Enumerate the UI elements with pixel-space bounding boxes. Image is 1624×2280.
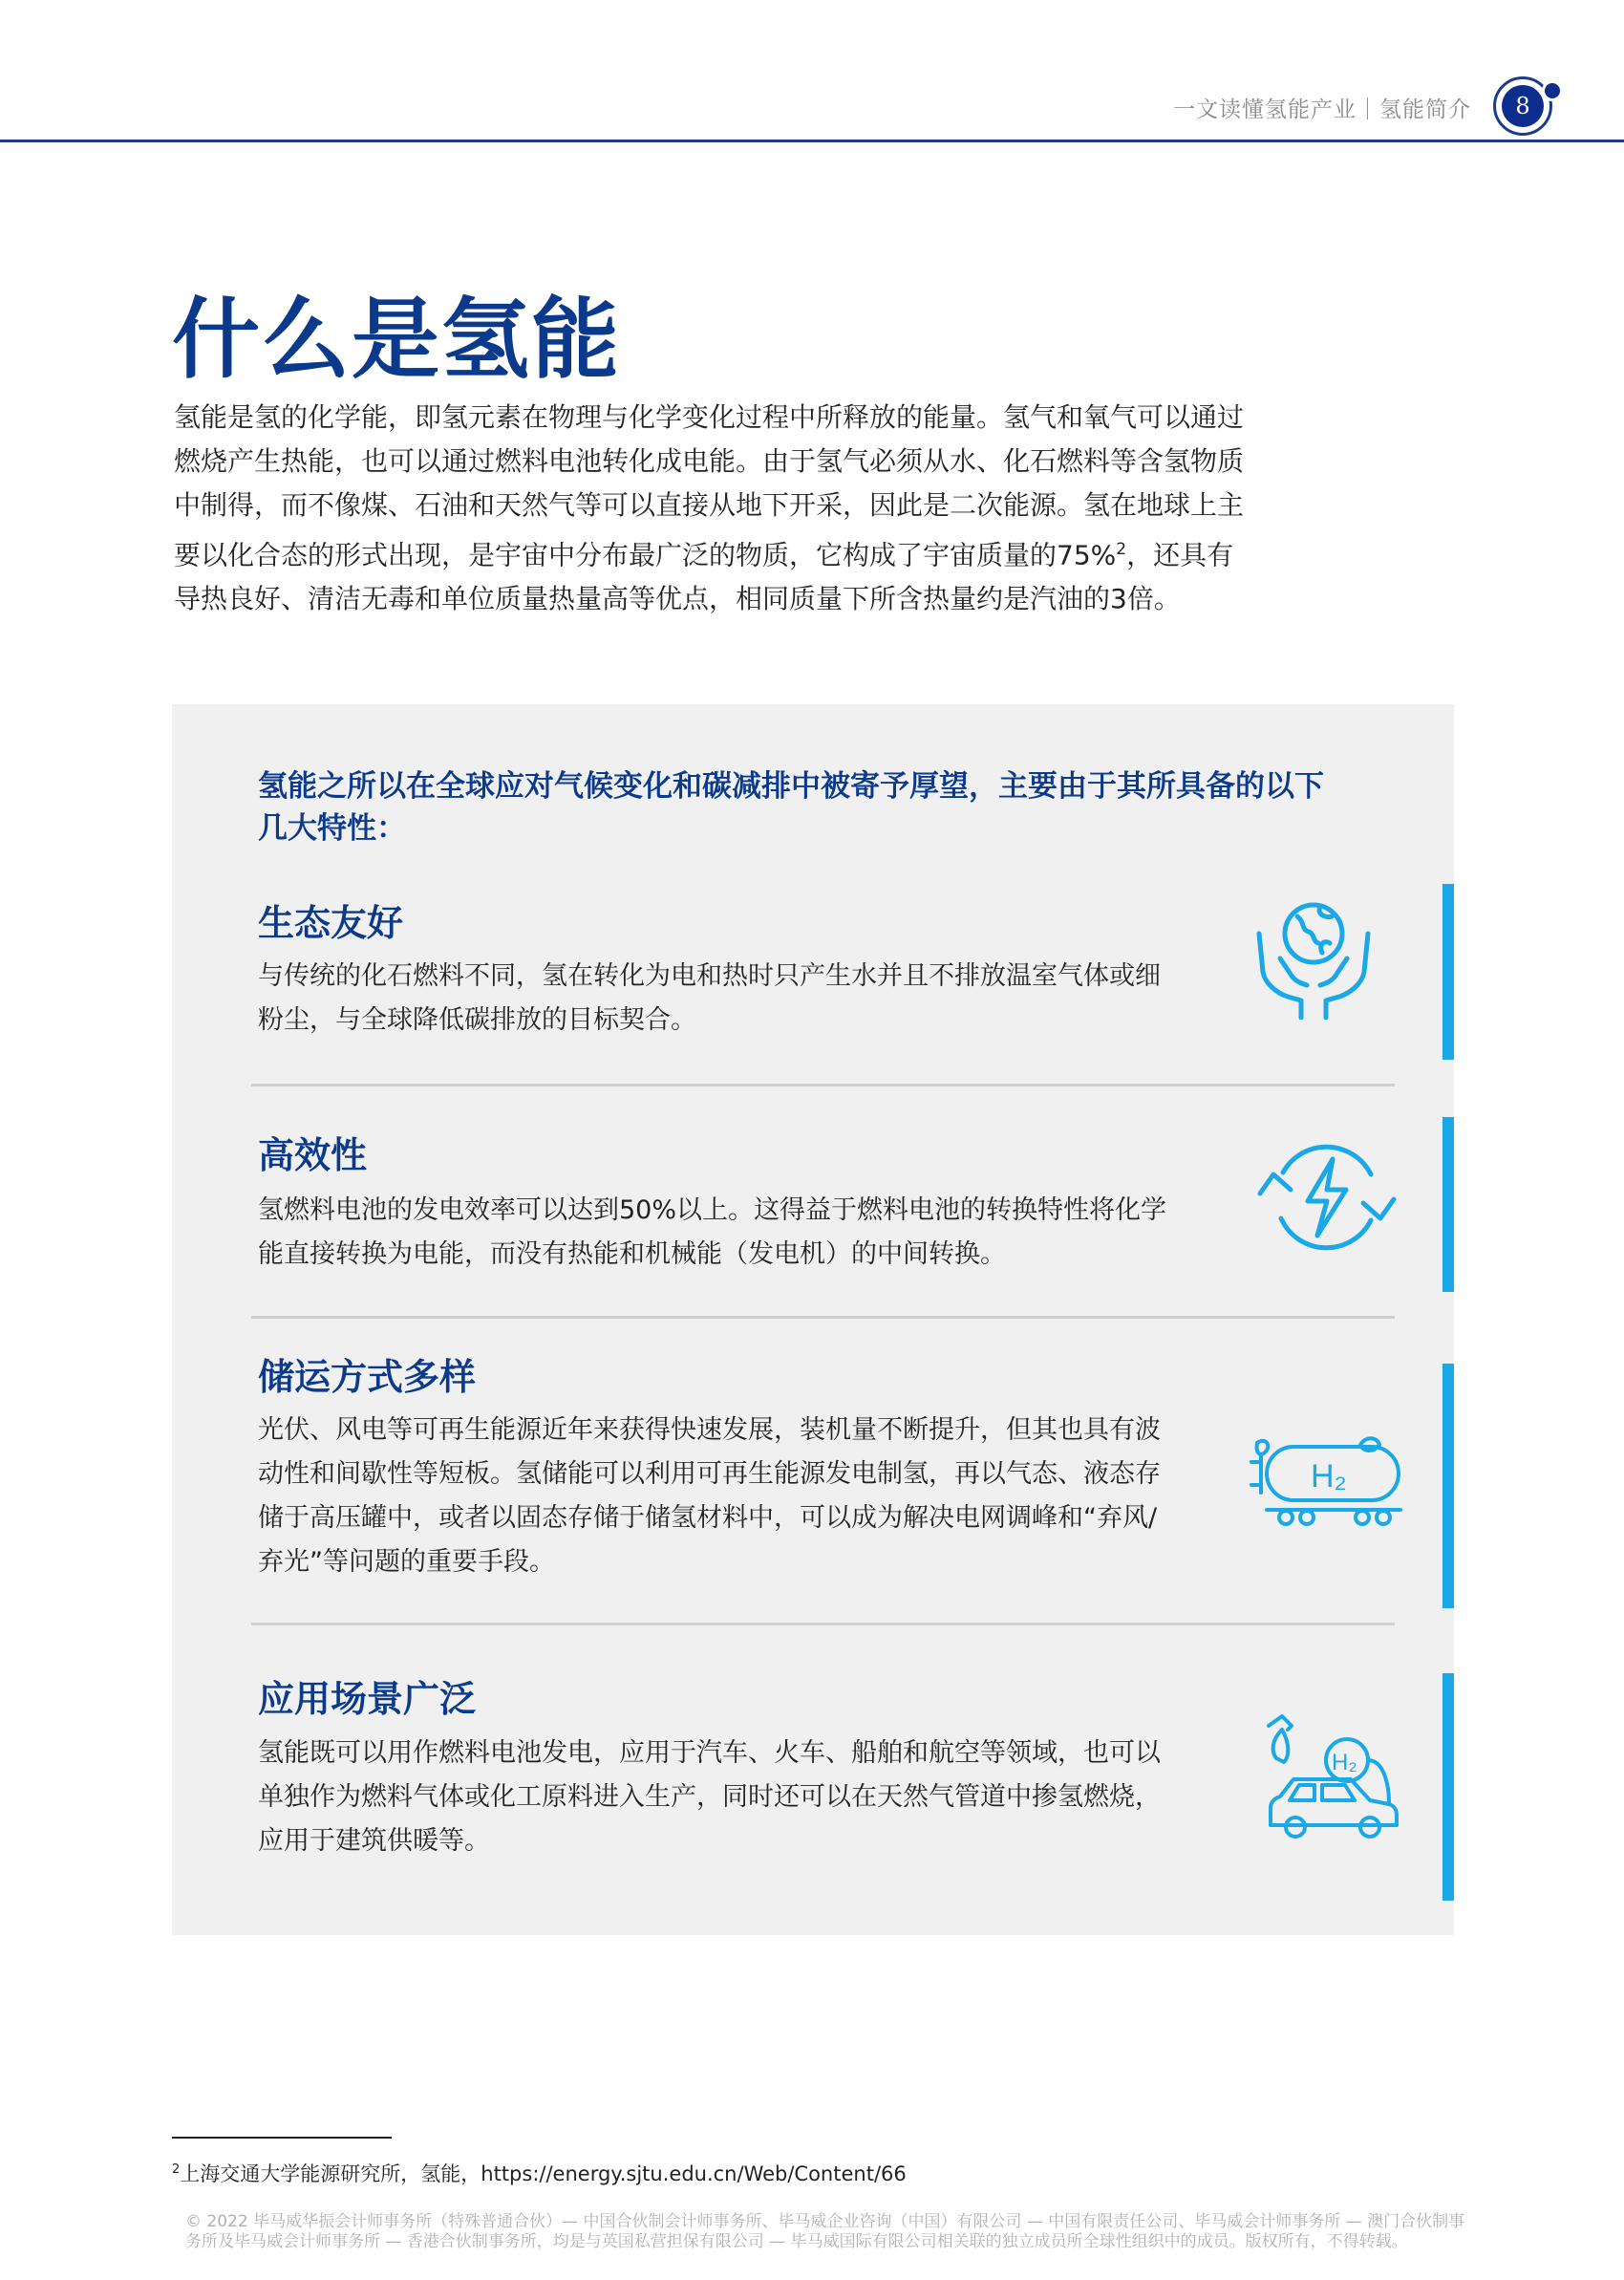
page-badge-dot [1542,80,1563,101]
feature-divider [251,1084,1395,1086]
page-title: 什么是氢能 [172,289,622,391]
footnote-text[interactable]: 上海交通大学能源研究所，氢能，https://energy.sjtu.edu.cn/Web/Content/66 [180,2162,907,2185]
svg-text:H₂: H₂ [1311,1458,1347,1495]
feature-accent-bar [1442,1364,1454,1608]
feature-title-efficiency: 高效性 [258,1134,368,1176]
feature-accent-bar [1442,884,1454,1060]
svg-text:H₂: H₂ [1332,1750,1357,1775]
h2-car-fuel-icon [1261,1712,1404,1846]
feature-divider [251,1316,1395,1319]
panel-lead: 氢能之所以在全球应对气候变化和碳减排中被寄予厚望，主要由于其所具备的以下几大特性： [258,769,1324,846]
features-panel [172,704,1454,1935]
intro-text-end: ，还具有导热良好、清洁无毒和单位质量热量高等优点，相同质量下所含热量约是汽油的3倍。 [174,539,1234,615]
hands-globe-icon [1251,895,1376,1020]
footnote [172,2159,907,2187]
feature-divider [251,1623,1395,1625]
feature-title-storage: 储运方式多样 [258,1356,477,1398]
feature-body-efficiency: 氢燃料电池的发电效率可以达到50%以上。这得益于燃料电池的转换特性将化学能直接转换为电能，而没有热能和机械能（发电机）的中间转换。 [258,1195,1167,1269]
intro-footnote-ref[interactable]: 2 [1116,540,1127,559]
header-breadcrumb: 一文读懂氢能产业｜氢能简介 [1173,97,1471,122]
header-rule [0,140,1624,142]
intro-text: 氢能是氢的化学能，即氢元素在物理与化学变化过程中所释放的能量。氢气和氧气可以通过燃烧产生热能，也可以通过燃料电池转化成电能。由于氢气必须从水、化石燃料等含氢物质中制得，而不像煤、石油和天然气等可以直接从地下开采，因此是二次能源。氢在地球上主要以化合态的形式出现，是宇宙中分布最广泛的物质，它构成了宇宙质量的75% [174,401,1245,571]
feature-title-applications: 应用场景广泛 [258,1678,477,1720]
feature-title-eco: 生态友好 [258,902,404,944]
intro-paragraph [174,396,1244,621]
feature-body-storage: 光伏、风电等可再生能源近年来获得快速发展，装机量不断提升，但其也具有波动性和间歇性等短板。氢储能可以利用可再生能源发电制氢，再以气态、液态存储于高压罐中，或者以固态存储于储氢材料中，可以成为解决电网调峰和“弃风/弃光”等问题的重要手段。 [258,1415,1161,1577]
copyright-notice: © 2022 毕马威华振会计师事务所（特殊普通合伙）— 中国合伙制会计师事务所、毕马威企业咨询（中国）有限公司 — 中国有限责任公司、毕马威会计师事务所 — 澳门合伙制事务所及毕马威会计师事务所 — 香港合伙制事务所，均是与英国私营担保有限公司 — 毕马威国际有限公司相关联的独立成员所全球性组织中的成员。版权所有，不得转载。 [185,2212,1465,2251]
feature-body-eco: 与传统的化石燃料不同，氢在转化为电和热时只产生水并且不排放温室气体或细粉尘，与全球降低碳排放的目标契合。 [258,961,1161,1035]
lightning-cycle-icon [1254,1134,1398,1258]
feature-body-applications: 氢能既可以用作燃料电池发电，应用于汽车、火车、船舶和航空等领域，也可以单独作为燃料气体或化工原料进入生产，同时还可以在天然气管道中掺氢燃烧，应用于建筑供暖等。 [258,1738,1161,1856]
feature-accent-bar [1442,1117,1454,1292]
feature-accent-bar [1442,1673,1454,1901]
page-number: 8 [1502,85,1544,127]
footnote-rule [172,2137,392,2139]
h2-tank-truck-icon [1248,1435,1410,1531]
footnote-marker: 2 [172,2162,181,2177]
